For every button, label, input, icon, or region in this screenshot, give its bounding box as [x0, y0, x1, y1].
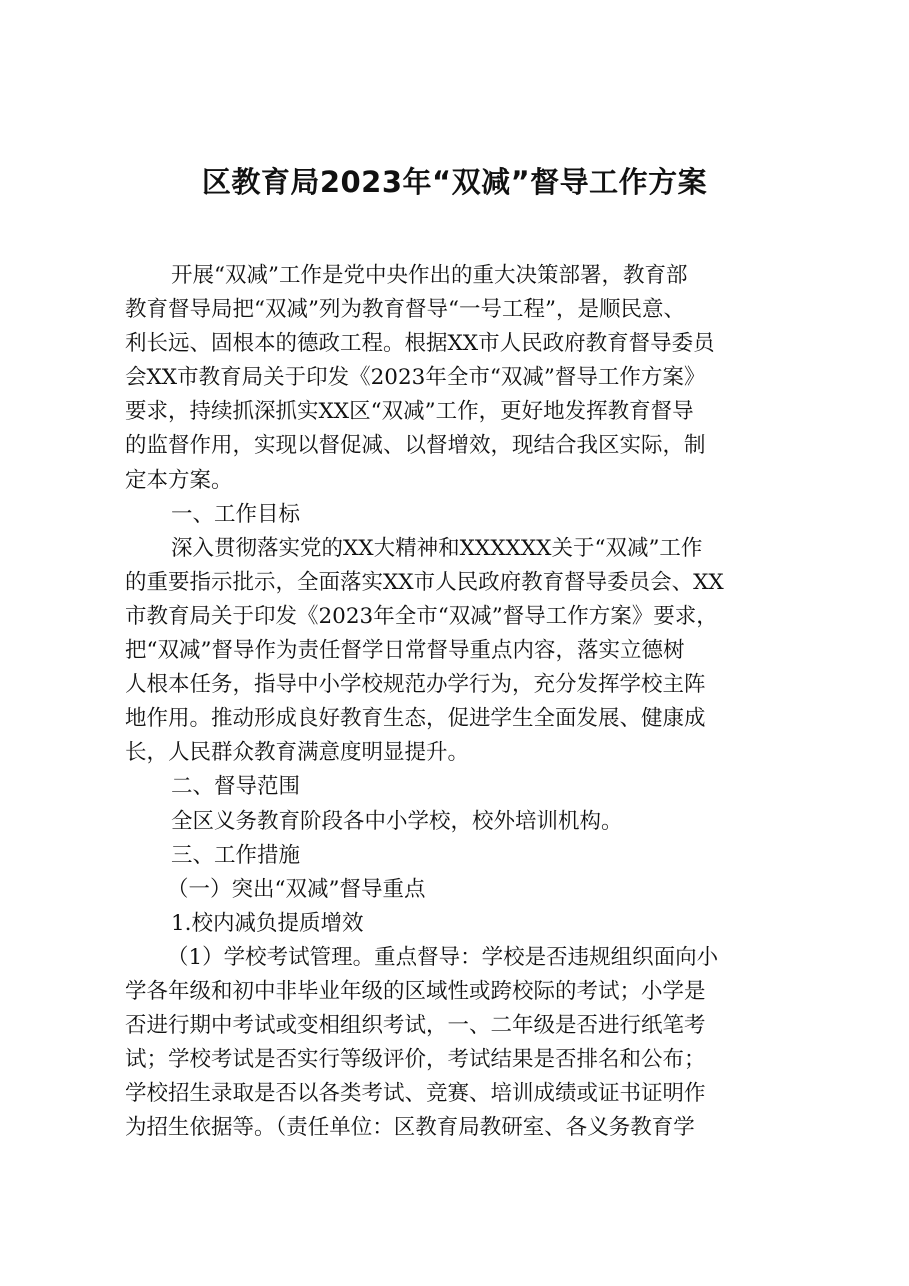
paragraph-line: 的重要指示批示，全面落实XX市人民政府教育督导委员会、XX	[125, 569, 724, 595]
section-heading: 一、工作目标	[171, 501, 301, 527]
paragraph-line: 会XX市教育局关于印发《2023年全市“双减”督导工作方案》	[125, 365, 706, 391]
paragraph-line: 把“双减”督导作为责任督学日常督导重点内容，落实立德树	[125, 638, 685, 664]
paragraph-line: 要求，持续抓深抓实XX区“双减”工作，更好地发挥教育督导	[125, 399, 694, 425]
paragraph-line: 市教育局关于印发《2023年全市“双减”督导工作方案》要求，	[125, 603, 718, 629]
section-heading: 三、工作措施	[171, 842, 301, 868]
subsection-heading: 1.校内减负提质增效	[171, 910, 364, 936]
paragraph-line: 人根本任务，指导中小学校规范办学行为，充分发挥学校主阵	[125, 672, 706, 698]
paragraph-line: 利长远、固根本的德政工程。根据XX市人民政府教育督导委员	[125, 331, 715, 357]
subsection-heading: （一）突出“双减”督导重点	[167, 876, 426, 902]
document-title: 区教育局2023年“双减”督导工作方案	[201, 165, 708, 199]
paragraph-line: 学校招生录取是否以各类考试、竞赛、培训成绩或证书证明作	[125, 1081, 706, 1107]
paragraph-line: 长，人民群众教育满意度明显提升。	[125, 740, 470, 766]
paragraph-line: 地作用。推动形成良好教育生态，促进学生全面发展、健康成	[125, 706, 706, 732]
paragraph-line: 的监督作用，实现以督促减、以督增效，现结合我区实际，制	[125, 433, 706, 459]
paragraph-line: 否进行期中考试或变相组织考试，一、二年级是否进行纸笔考	[125, 1013, 706, 1039]
paragraph-line: 学各年级和初中非毕业年级的区域性或跨校际的考试；小学是	[125, 978, 706, 1004]
paragraph-line: 试；学校考试是否实行等级评价，考试结果是否排名和公布；	[125, 1047, 706, 1073]
paragraph-line: 开展“双减”工作是党中央作出的重大决策部署，教育部	[171, 263, 688, 288]
paragraph-line: 教育督导局把“双减”列为教育督导“一号工程”，是顺民意、	[125, 297, 685, 323]
document-body	[125, 259, 815, 1145]
paragraph-line: （1）学校考试管理。重点督导：学校是否违规组织面向小	[167, 944, 719, 970]
paragraph-line: 深入贯彻落实党的XX大精神和XXXXXX关于“双减”工作	[171, 535, 703, 561]
paragraph-line: 全区义务教育阶段各中小学校，校外培训机构。	[171, 808, 623, 834]
section-heading: 二、督导范围	[171, 774, 301, 800]
paragraph-line: 定本方案。	[125, 467, 233, 493]
paragraph-line: 为招生依据等。（责任单位：区教育局教研室、各义务教育学	[125, 1115, 695, 1141]
